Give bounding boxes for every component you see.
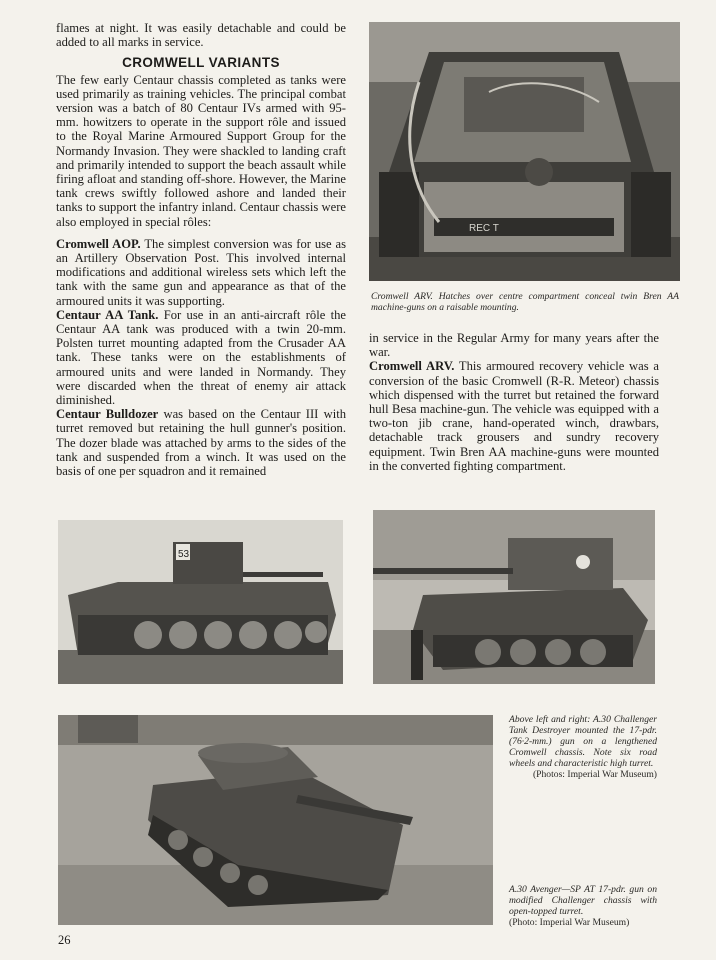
photo-cromwell-arv	[369, 22, 680, 281]
caption-challenger	[509, 714, 657, 780]
aop-text: The simplest conversion was for use as an Artillery Observation Post. This involved internal modifications and additional wireless sets which left the tank with the same gun and appearance as that of the armoured units it was supporting.	[56, 236, 346, 308]
left-column	[56, 21, 346, 478]
caption-avenger-text: A.30 Avenger—SP AT 17-pdr. gun on modified Challenger chassis with open-topped turret.	[509, 884, 657, 917]
aa-title: Centaur AA Tank.	[56, 307, 159, 322]
bulldozer-text: was based on the Centaur III with turret removed but retaining the hull gunner's position. The dozer blade was attached by arms to the sides of the tank and suspended from a winch. It was used on the basis of one per squadron and it remained	[56, 407, 346, 479]
aa-paragraph	[56, 308, 346, 407]
variants-paragraph: The few early Centaur chassis completed as tanks were used primarily as training vehicles. The principal combat version was a batch of 80 Centaur IVs armed with 95-mm. howitzers to operate in the support rôle and issued to the Royal Marine Armoured Support Group for the Normandy Invasion. They were shackled to landing craft and primarily intended to support the beach assault while firing afloat and standing off-shore. However, the Marine tank crews swiftly followed ashore and landed their tanks to support the infantry inland. Centaur chassis were also employed in special rôles:	[56, 72, 346, 229]
aa-text: For use in an anti-aircraft rôle the Centaur AA tank was produced with a twin 20-mm. Polsten turret mounting adapted from the Crusader AA tank. These tanks were on the establishments of armoured units and were landed in Normandy. They were discarded when the threat of enemy air attack diminished.	[56, 307, 346, 408]
caption-challenger-text: Above left and right: A.30 Challenger Tank Destroyer mounted the 17-pdr. (76·2-mm.) gun on a lengthened Cromwell chassis. Note six road wheels and characteristic high turret.	[509, 714, 657, 769]
page-number: 26	[58, 933, 71, 947]
caption-challenger-credit: (Photos: Imperial War Museum)	[532, 769, 657, 780]
arv-text: This armoured recovery vehicle was a conversion of the basic Cromwell (R-R. Meteor) chassis which dispensed with the turret but retained the forward hull Besa machine-gun. The vehicle was equipped with a two-ton jib crane, hand-operated winch, drawbars, detachable track grousers and sundry recovery equipment. Twin Bren AA machine-guns were mounted in the converted fighting compartment.	[369, 359, 660, 473]
arv-continuation: in service in the Regular Army for many years after the war.	[369, 331, 659, 360]
photo-avenger	[58, 715, 493, 925]
challenger-marking-text: 53	[178, 549, 190, 560]
bulldozer-paragraph	[56, 407, 346, 478]
caption-arv: Cromwell ARV. Hatches over centre compartment conceal twin Bren AA machine-guns on a raisable mounting.	[371, 291, 679, 313]
caption-avenger	[509, 884, 657, 928]
caption-avenger-credit: (Photo: Imperial War Museum)	[509, 917, 630, 928]
photo-challenger-right	[373, 510, 655, 684]
arv-paragraph	[369, 359, 659, 473]
photo-challenger-left	[58, 520, 343, 684]
bulldozer-title: Centaur Bulldozer	[56, 407, 159, 422]
right-column	[369, 331, 659, 473]
aop-title: Cromwell AOP.	[56, 236, 141, 251]
aop-paragraph	[56, 237, 346, 308]
section-heading: CROMWELL VARIANTS	[122, 55, 280, 71]
intro-paragraph: flames at night. It was easily detachable and could be added to all marks in service.	[56, 21, 346, 50]
arv-registration-text: REC T	[469, 223, 499, 234]
arv-title: Cromwell ARV.	[369, 359, 455, 374]
